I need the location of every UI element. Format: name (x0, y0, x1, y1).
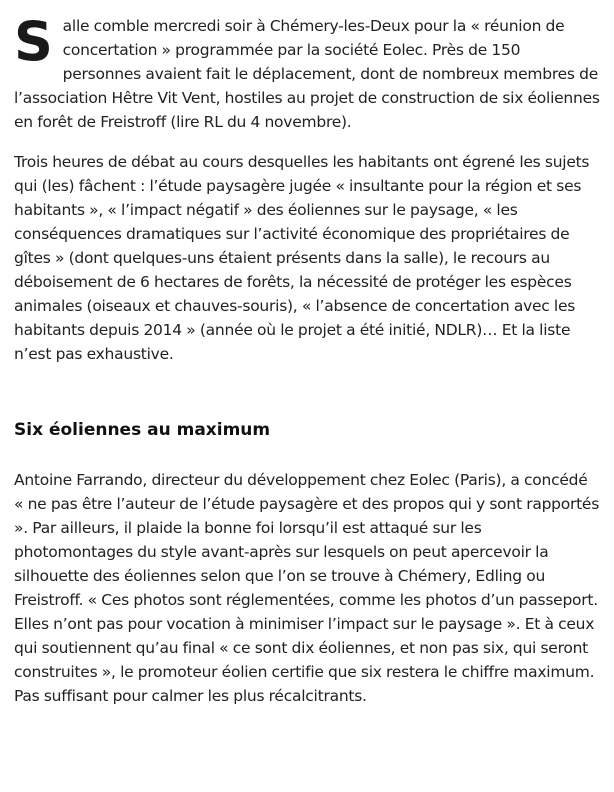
drop-cap: S (14, 10, 53, 73)
article-paragraph-debate: Trois heures de débat au cours desquelles les habitants ont égrené les sujets qui (les) fâchent : l’étude paysagère jugée « insultante pour la région et ses habitants », « l’impact négatif » des éoliennes sur le paysage, « les conséquences dramatiques sur l’activité économique des propriétaires de gîtes » (dont quelques-uns étaient présents dans la salle), le recours au déboisement de 6 hectares de forêts, la nécessité de protéger les espèces animales (oiseaux et chauves-souris), « l’absence de concertation avec les habitants depuis 2014 » (année où le projet a été initié, NDLR)… Et la liste n’est pas exhaustive. (14, 153, 590, 363)
article-paragraph-intro (14, 0, 600, 134)
section-subheading: Six éoliennes au maximum (14, 420, 271, 440)
intro-text: alle comble mercredi soir à Chémery-les-Deux pour la « réunion de concertation » programmée par la société Eolec. Près de 150 personnes avaient fait le déplacement, dont de nombreux membres de l’association Hêtre Vit Vent, hostiles au projet de construction de six éoliennes en forêt de Freistroff (lire RL du 4 novembre). (14, 17, 600, 131)
article-paragraph-promoter: Antoine Farrando, directeur du développement chez Eolec (Paris), a concédé « ne pas être l’auteur de l’étude paysagère et des propos qui y sont rapportés ». Par ailleurs, il plaide la bonne foi lorsqu’il est attaqué sur les photomontages du style avant-après sur lesquels on peut apercevoir la silhouette des éoliennes selon que l’on se trouve à Chémery, Edling ou Freistroff. « Ces photos sont réglementées, comme les photos d’un passeport. Elles n’ont pas pour vocation à minimiser l’impact sur le paysage ». Et à ceux qui soutiennent qu’au final « ce sont dix éoliennes, et non pas six, qui seront construites », le promoteur éolien certifie que six restera le chiffre maximum. Pas suffisant pour calmer les plus récalcitrants. (14, 471, 600, 705)
